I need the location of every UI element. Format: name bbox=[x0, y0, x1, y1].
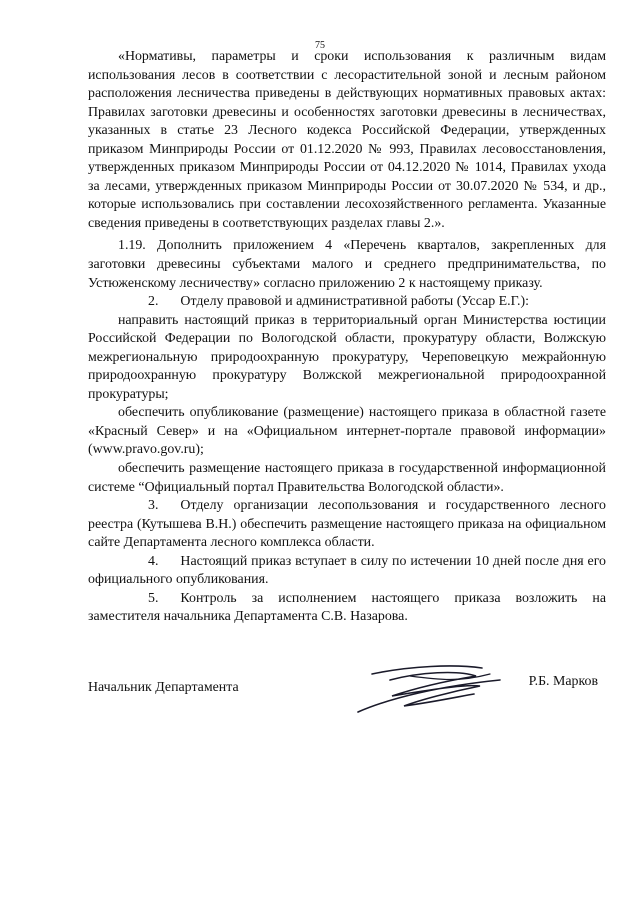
document-body bbox=[88, 48, 606, 627]
signatory-name: Р.Б. Марков bbox=[528, 674, 598, 689]
item-text: Отделу организации лесопользования и государственного лесного реестра (Кутышева В.Н.) обеспечить размещение настоящего приказа на официальном сайте Департамента лесного комплекса области. bbox=[88, 498, 606, 551]
item-text: Настоящий приказ вступает в силу по истечении 10 дней после дня его официального опубликования. bbox=[88, 553, 606, 588]
paragraph-normatives: «Нормативы, параметры и сроки использования к различным видам использования лесов в соответствии с лесорастительной зоной и лесным районом расположения лесничества приведены в действующих нормативных правовых актах: Правилах заготовки древесины и особенностях заготовки древесины в лесничествах, указанных в статье 23 Лесного кодекса Российской Федерации, утвержденных приказом Минприроды России от 01.12.2020 № 993, Правилах лесовосстановления, утвержденных приказом Минприроды России от 04.12.2020 № 1014, Правилах ухода за лесами, утвержденных приказом Минприроды России от 30.07.2020 № 534, и др., которые использовались при составлении лесохозяйственного регламента. Указанные сведения приведены в соответствующих разделах главы 2.». bbox=[88, 49, 606, 231]
paragraph-item-4 bbox=[88, 553, 606, 590]
signatory-title: Начальник Департамента bbox=[88, 680, 239, 695]
paragraph-appendix-4: 1.19. Дополнить приложением 4 «Перечень кварталов, закрепленных для заготовки древесины субъектами малого и среднего предпринимательства, по Устюженскому лесничеству» согласно приложению 2 к настоящему приказу. bbox=[88, 238, 606, 291]
signature-block bbox=[88, 660, 606, 720]
paragraph-publish-order: обеспечить опубликование (размещение) настоящего приказа в областной газете «Красный Север» и на «Официальном интернет-портале правовой информации» (www.pravo.gov.ru); bbox=[88, 405, 606, 458]
paragraph-send-order: направить настоящий приказ в территориальный орган Министерства юстиции Российской Федерации по Вологодской области, прокуратуру области, Волжскую межрегиональную природоохранную прокуратуру, Череповецкую межрайонную природоохранную прокуратуру Волжской межрегиональной природоохранной прокуратуры; bbox=[88, 312, 606, 402]
paragraph-item-2 bbox=[88, 293, 606, 312]
item-number: 5. bbox=[148, 590, 159, 606]
item-number: 3. bbox=[148, 498, 159, 514]
item-text: Контроль за исполнением настоящего приказа возложить на заместителя начальника Департамента С.В. Назарова. bbox=[88, 590, 606, 625]
handwritten-signature bbox=[350, 660, 510, 720]
page-number: 75 bbox=[315, 40, 325, 51]
item-text: Отделу правовой и административной работы (Уссар Е.Г.): bbox=[180, 294, 529, 310]
paragraph-item-5 bbox=[88, 590, 606, 627]
paragraph-place-order: обеспечить размещение настоящего приказа в государственной информационной системе “Официальный портал Правительства Вологодской области». bbox=[88, 461, 606, 495]
paragraph-item-3 bbox=[88, 497, 606, 553]
item-number: 4. bbox=[148, 553, 159, 569]
item-number: 2. bbox=[148, 294, 159, 310]
